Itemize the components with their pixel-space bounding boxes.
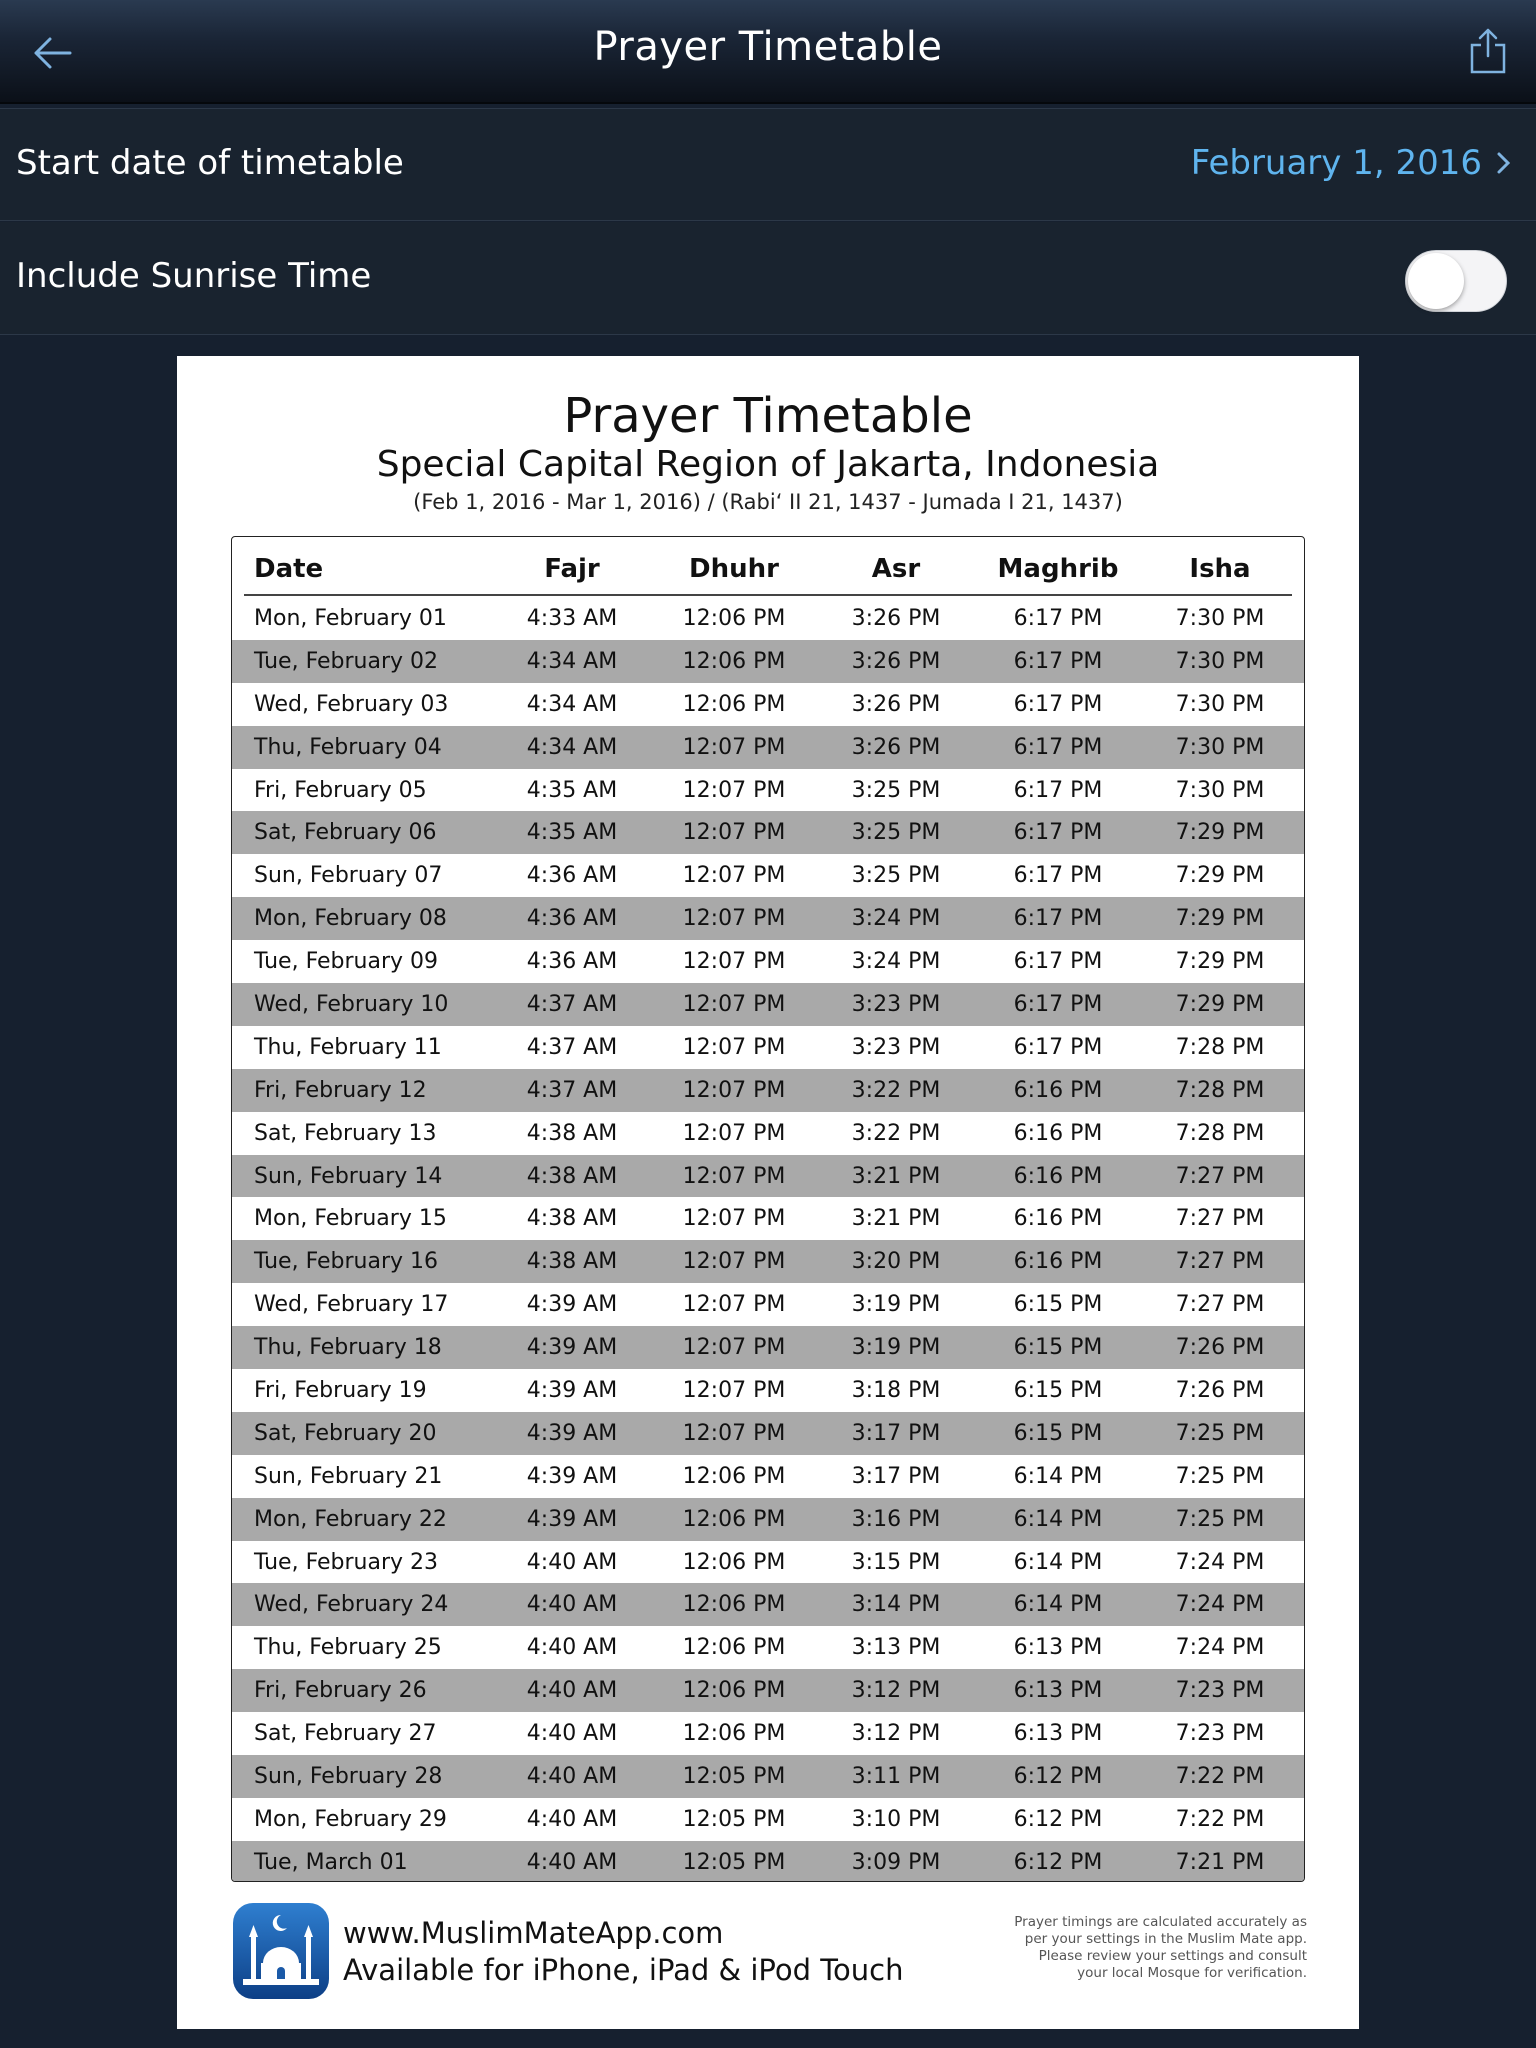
cell-maghrib: 6:15 PM bbox=[1013, 1292, 1103, 1318]
cell-maghrib: 6:17 PM bbox=[1013, 820, 1103, 846]
cell-asr: 3:15 PM bbox=[851, 1549, 941, 1575]
start-date-value[interactable] bbox=[1191, 143, 1512, 183]
cell-maghrib: 6:15 PM bbox=[1013, 1335, 1103, 1361]
cell-date: Sat, February 20 bbox=[254, 1420, 437, 1446]
cell-dhuhr: 12:07 PM bbox=[682, 906, 786, 932]
cell-fajr: 4:40 AM bbox=[526, 1806, 618, 1832]
timetable-sheet bbox=[177, 356, 1359, 2029]
cell-maghrib: 6:15 PM bbox=[1013, 1420, 1103, 1446]
cell-dhuhr: 12:06 PM bbox=[682, 1635, 786, 1661]
cell-isha: 7:21 PM bbox=[1175, 1849, 1265, 1875]
table-row bbox=[232, 1197, 1304, 1240]
cell-maghrib: 6:16 PM bbox=[1013, 1163, 1103, 1189]
cell-asr: 3:18 PM bbox=[851, 1377, 941, 1403]
cell-asr: 3:25 PM bbox=[851, 863, 941, 889]
cell-dhuhr: 12:05 PM bbox=[682, 1763, 786, 1789]
cell-date: Mon, February 08 bbox=[254, 906, 447, 932]
cell-maghrib: 6:14 PM bbox=[1013, 1549, 1103, 1575]
cell-maghrib: 6:12 PM bbox=[1013, 1763, 1103, 1789]
cell-asr: 3:24 PM bbox=[851, 949, 941, 975]
cell-date: Wed, February 10 bbox=[254, 991, 449, 1017]
cell-isha: 7:25 PM bbox=[1175, 1463, 1265, 1489]
cell-asr: 3:11 PM bbox=[851, 1763, 941, 1789]
cell-asr: 3:26 PM bbox=[851, 648, 941, 674]
cell-maghrib: 6:14 PM bbox=[1013, 1463, 1103, 1489]
column-header-asr: Asr bbox=[871, 554, 921, 584]
cell-date: Mon, February 01 bbox=[254, 605, 447, 631]
cell-date: Sat, February 06 bbox=[254, 820, 437, 846]
cell-maghrib: 6:14 PM bbox=[1013, 1506, 1103, 1532]
table-row bbox=[232, 1283, 1304, 1326]
cell-maghrib: 6:13 PM bbox=[1013, 1678, 1103, 1704]
cell-dhuhr: 12:07 PM bbox=[682, 1206, 786, 1232]
cell-maghrib: 6:14 PM bbox=[1013, 1592, 1103, 1618]
column-header-fajr: Fajr bbox=[544, 554, 600, 584]
cell-isha: 7:27 PM bbox=[1175, 1249, 1265, 1275]
table-row bbox=[232, 683, 1304, 726]
cell-maghrib: 6:17 PM bbox=[1013, 949, 1103, 975]
cell-fajr: 4:39 AM bbox=[526, 1292, 618, 1318]
cell-asr: 3:22 PM bbox=[851, 1077, 941, 1103]
cell-asr: 3:26 PM bbox=[851, 734, 941, 760]
cell-date: Tue, March 01 bbox=[254, 1849, 408, 1875]
cell-fajr: 4:35 AM bbox=[526, 820, 618, 846]
cell-dhuhr: 12:06 PM bbox=[682, 1592, 786, 1618]
cell-isha: 7:24 PM bbox=[1175, 1635, 1265, 1661]
cell-dhuhr: 12:07 PM bbox=[682, 1163, 786, 1189]
chevron-right-icon bbox=[1496, 151, 1512, 175]
cell-fajr: 4:36 AM bbox=[526, 949, 618, 975]
cell-maghrib: 6:16 PM bbox=[1013, 1249, 1103, 1275]
header-divider bbox=[244, 594, 1292, 596]
cell-date: Mon, February 22 bbox=[254, 1506, 447, 1532]
cell-maghrib: 6:13 PM bbox=[1013, 1635, 1103, 1661]
timetable-title: Prayer Timetable bbox=[563, 388, 973, 444]
cell-dhuhr: 12:06 PM bbox=[682, 648, 786, 674]
cell-isha: 7:30 PM bbox=[1175, 648, 1265, 674]
timetable-location: Special Capital Region of Jakarta, Indonesia bbox=[376, 444, 1160, 485]
cell-fajr: 4:39 AM bbox=[526, 1377, 618, 1403]
cell-dhuhr: 12:07 PM bbox=[682, 991, 786, 1017]
column-header-date: Date bbox=[254, 554, 324, 584]
cell-isha: 7:28 PM bbox=[1175, 1034, 1265, 1060]
start-date-text: February 1, 2016 bbox=[1190, 143, 1482, 183]
cell-date: Sun, February 14 bbox=[254, 1163, 443, 1189]
column-header-isha: Isha bbox=[1189, 554, 1251, 584]
cell-asr: 3:10 PM bbox=[851, 1806, 941, 1832]
table-row bbox=[232, 1112, 1304, 1155]
cell-dhuhr: 12:07 PM bbox=[682, 1249, 786, 1275]
table-row bbox=[232, 854, 1304, 897]
cell-date: Fri, February 05 bbox=[254, 777, 427, 803]
cell-date: Sat, February 27 bbox=[254, 1721, 437, 1747]
cell-asr: 3:12 PM bbox=[851, 1721, 941, 1747]
cell-dhuhr: 12:07 PM bbox=[682, 1335, 786, 1361]
cell-fajr: 4:38 AM bbox=[526, 1249, 618, 1275]
cell-asr: 3:14 PM bbox=[851, 1592, 941, 1618]
cell-date: Sun, February 28 bbox=[254, 1763, 443, 1789]
start-date-label: Start date of timetable bbox=[16, 143, 404, 183]
cell-date: Fri, February 12 bbox=[254, 1077, 427, 1103]
table-row bbox=[232, 1369, 1304, 1412]
cell-maghrib: 6:12 PM bbox=[1013, 1849, 1103, 1875]
cell-dhuhr: 12:07 PM bbox=[682, 863, 786, 889]
cell-dhuhr: 12:05 PM bbox=[682, 1849, 786, 1875]
table-row bbox=[232, 1669, 1304, 1712]
cell-asr: 3:25 PM bbox=[851, 820, 941, 846]
table-row bbox=[232, 1069, 1304, 1112]
table-header bbox=[232, 537, 1304, 595]
mosque-app-icon bbox=[233, 1903, 329, 1999]
cell-asr: 3:21 PM bbox=[851, 1163, 941, 1189]
table-row bbox=[232, 1798, 1304, 1841]
cell-maghrib: 6:15 PM bbox=[1013, 1377, 1103, 1403]
cell-date: Wed, February 17 bbox=[254, 1292, 449, 1318]
cell-dhuhr: 12:07 PM bbox=[682, 1077, 786, 1103]
table-row bbox=[232, 1455, 1304, 1498]
cell-maghrib: 6:16 PM bbox=[1013, 1206, 1103, 1232]
cell-dhuhr: 12:06 PM bbox=[682, 1506, 786, 1532]
cell-maghrib: 6:17 PM bbox=[1013, 648, 1103, 674]
sunrise-row bbox=[0, 222, 1536, 335]
cell-asr: 3:23 PM bbox=[851, 991, 941, 1017]
cell-dhuhr: 12:07 PM bbox=[682, 1420, 786, 1446]
table-row bbox=[232, 1541, 1304, 1584]
toggle-knob bbox=[1408, 253, 1464, 309]
cell-fajr: 4:38 AM bbox=[526, 1163, 618, 1189]
cell-fajr: 4:38 AM bbox=[526, 1120, 618, 1146]
cell-maghrib: 6:17 PM bbox=[1013, 991, 1103, 1017]
cell-dhuhr: 12:07 PM bbox=[682, 734, 786, 760]
cell-asr: 3:16 PM bbox=[851, 1506, 941, 1532]
cell-isha: 7:29 PM bbox=[1175, 820, 1265, 846]
cell-asr: 3:09 PM bbox=[851, 1849, 941, 1875]
cell-fajr: 4:33 AM bbox=[526, 605, 618, 631]
table-row bbox=[232, 769, 1304, 812]
cell-asr: 3:26 PM bbox=[851, 691, 941, 717]
cell-date: Thu, February 25 bbox=[254, 1635, 442, 1661]
footer-url: www.MuslimMateApp.com bbox=[343, 1916, 724, 1950]
cell-fajr: 4:39 AM bbox=[526, 1506, 618, 1532]
start-date-row[interactable] bbox=[0, 108, 1536, 221]
table-row bbox=[232, 640, 1304, 683]
cell-isha: 7:30 PM bbox=[1175, 691, 1265, 717]
cell-dhuhr: 12:07 PM bbox=[682, 777, 786, 803]
cell-isha: 7:24 PM bbox=[1175, 1592, 1265, 1618]
cell-dhuhr: 12:06 PM bbox=[682, 1721, 786, 1747]
table-row bbox=[232, 940, 1304, 983]
cell-fajr: 4:40 AM bbox=[526, 1549, 618, 1575]
cell-asr: 3:22 PM bbox=[851, 1120, 941, 1146]
cell-asr: 3:21 PM bbox=[851, 1206, 941, 1232]
cell-asr: 3:12 PM bbox=[851, 1678, 941, 1704]
cell-maghrib: 6:12 PM bbox=[1013, 1806, 1103, 1832]
cell-asr: 3:20 PM bbox=[851, 1249, 941, 1275]
cell-maghrib: 6:16 PM bbox=[1013, 1120, 1103, 1146]
cell-asr: 3:19 PM bbox=[851, 1335, 941, 1361]
cell-dhuhr: 12:06 PM bbox=[682, 691, 786, 717]
column-header-maghrib: Maghrib bbox=[997, 554, 1119, 584]
cell-asr: 3:13 PM bbox=[851, 1635, 941, 1661]
cell-dhuhr: 12:07 PM bbox=[682, 1292, 786, 1318]
cell-date: Tue, February 09 bbox=[254, 949, 439, 975]
cell-maghrib: 6:17 PM bbox=[1013, 605, 1103, 631]
column-header-dhuhr: Dhuhr bbox=[689, 554, 779, 584]
cell-asr: 3:19 PM bbox=[851, 1292, 941, 1318]
cell-isha: 7:23 PM bbox=[1175, 1678, 1265, 1704]
table-row bbox=[232, 811, 1304, 854]
cell-date: Mon, February 15 bbox=[254, 1206, 447, 1232]
cell-isha: 7:29 PM bbox=[1175, 906, 1265, 932]
cell-isha: 7:24 PM bbox=[1175, 1549, 1265, 1575]
cell-isha: 7:22 PM bbox=[1175, 1763, 1265, 1789]
cell-isha: 7:28 PM bbox=[1175, 1120, 1265, 1146]
timetable-table bbox=[231, 536, 1305, 1882]
disclaimer-line: your local Mosque for verification. bbox=[1077, 1965, 1307, 1981]
cell-fajr: 4:38 AM bbox=[526, 1206, 618, 1232]
table-row bbox=[232, 1712, 1304, 1755]
cell-dhuhr: 12:07 PM bbox=[682, 1034, 786, 1060]
disclaimer-line: per your settings in the Muslim Mate app. bbox=[1024, 1931, 1307, 1947]
cell-date: Sat, February 13 bbox=[254, 1120, 437, 1146]
cell-isha: 7:25 PM bbox=[1175, 1506, 1265, 1532]
table-row bbox=[232, 1755, 1304, 1798]
cell-fajr: 4:37 AM bbox=[526, 1077, 618, 1103]
cell-asr: 3:17 PM bbox=[851, 1463, 941, 1489]
table-row bbox=[232, 1498, 1304, 1541]
cell-maghrib: 6:17 PM bbox=[1013, 777, 1103, 803]
cell-fajr: 4:40 AM bbox=[526, 1721, 618, 1747]
cell-maghrib: 6:17 PM bbox=[1013, 734, 1103, 760]
cell-fajr: 4:40 AM bbox=[526, 1678, 618, 1704]
cell-fajr: 4:39 AM bbox=[526, 1463, 618, 1489]
table-row bbox=[232, 1326, 1304, 1369]
cell-date: Tue, February 16 bbox=[254, 1249, 439, 1275]
cell-date: Wed, February 03 bbox=[254, 691, 449, 717]
cell-fajr: 4:36 AM bbox=[526, 906, 618, 932]
table-row bbox=[232, 1412, 1304, 1455]
cell-maghrib: 6:16 PM bbox=[1013, 1077, 1103, 1103]
table-row bbox=[232, 1841, 1304, 1882]
cell-dhuhr: 12:07 PM bbox=[682, 820, 786, 846]
table-row bbox=[232, 1626, 1304, 1669]
cell-date: Mon, February 29 bbox=[254, 1806, 447, 1832]
cell-date: Tue, February 02 bbox=[254, 648, 439, 674]
cell-dhuhr: 12:06 PM bbox=[682, 605, 786, 631]
cell-fajr: 4:39 AM bbox=[526, 1420, 618, 1446]
sunrise-label: Include Sunrise Time bbox=[16, 256, 372, 296]
cell-isha: 7:29 PM bbox=[1175, 949, 1265, 975]
cell-dhuhr: 12:07 PM bbox=[682, 1377, 786, 1403]
cell-maghrib: 6:17 PM bbox=[1013, 906, 1103, 932]
cell-isha: 7:30 PM bbox=[1175, 777, 1265, 803]
cell-isha: 7:27 PM bbox=[1175, 1292, 1265, 1318]
cell-dhuhr: 12:06 PM bbox=[682, 1549, 786, 1575]
cell-date: Thu, February 04 bbox=[254, 734, 442, 760]
cell-isha: 7:27 PM bbox=[1175, 1206, 1265, 1232]
cell-fajr: 4:39 AM bbox=[526, 1335, 618, 1361]
cell-isha: 7:22 PM bbox=[1175, 1806, 1265, 1832]
cell-isha: 7:23 PM bbox=[1175, 1721, 1265, 1747]
sunrise-toggle[interactable] bbox=[1405, 250, 1507, 312]
cell-fajr: 4:34 AM bbox=[526, 648, 618, 674]
cell-fajr: 4:36 AM bbox=[526, 863, 618, 889]
cell-dhuhr: 12:06 PM bbox=[682, 1463, 786, 1489]
table-body bbox=[232, 597, 1304, 1882]
footer-disclaimer bbox=[987, 1914, 1307, 1982]
cell-maghrib: 6:17 PM bbox=[1013, 1034, 1103, 1060]
cell-dhuhr: 12:06 PM bbox=[682, 1678, 786, 1704]
cell-date: Thu, February 18 bbox=[254, 1335, 442, 1361]
cell-dhuhr: 12:07 PM bbox=[682, 1120, 786, 1146]
cell-date: Sun, February 07 bbox=[254, 863, 443, 889]
table-row bbox=[232, 1583, 1304, 1626]
table-row bbox=[232, 597, 1304, 640]
cell-isha: 7:28 PM bbox=[1175, 1077, 1265, 1103]
cell-fajr: 4:40 AM bbox=[526, 1763, 618, 1789]
cell-date: Sun, February 21 bbox=[254, 1463, 443, 1489]
cell-fajr: 4:34 AM bbox=[526, 691, 618, 717]
cell-isha: 7:25 PM bbox=[1175, 1420, 1265, 1446]
share-icon[interactable] bbox=[1468, 26, 1508, 76]
cell-dhuhr: 12:07 PM bbox=[682, 949, 786, 975]
cell-fajr: 4:37 AM bbox=[526, 991, 618, 1017]
cell-date: Fri, February 19 bbox=[254, 1377, 427, 1403]
timetable-date-range: (Feb 1, 2016 - Mar 1, 2016) / (Rabiʻ II 21, 1437 - Jumada I 21, 1437) bbox=[413, 490, 1123, 514]
cell-asr: 3:26 PM bbox=[851, 605, 941, 631]
cell-fajr: 4:40 AM bbox=[526, 1849, 618, 1875]
cell-date: Wed, February 24 bbox=[254, 1592, 449, 1618]
cell-maghrib: 6:17 PM bbox=[1013, 691, 1103, 717]
cell-date: Thu, February 11 bbox=[254, 1034, 442, 1060]
navigation-bar bbox=[0, 0, 1536, 104]
table-row bbox=[232, 726, 1304, 769]
cell-date: Fri, February 26 bbox=[254, 1678, 427, 1704]
cell-date: Tue, February 23 bbox=[254, 1549, 439, 1575]
table-row bbox=[232, 1026, 1304, 1069]
cell-asr: 3:24 PM bbox=[851, 906, 941, 932]
table-row bbox=[232, 1240, 1304, 1283]
cell-fajr: 4:40 AM bbox=[526, 1592, 618, 1618]
cell-isha: 7:27 PM bbox=[1175, 1163, 1265, 1189]
table-row bbox=[232, 983, 1304, 1026]
cell-isha: 7:29 PM bbox=[1175, 991, 1265, 1017]
cell-fajr: 4:34 AM bbox=[526, 734, 618, 760]
page-title: Prayer Timetable bbox=[593, 24, 943, 70]
cell-isha: 7:30 PM bbox=[1175, 605, 1265, 631]
cell-isha: 7:26 PM bbox=[1175, 1377, 1265, 1403]
table-row bbox=[232, 1155, 1304, 1198]
cell-asr: 3:23 PM bbox=[851, 1034, 941, 1060]
cell-asr: 3:25 PM bbox=[851, 777, 941, 803]
table-row bbox=[232, 897, 1304, 940]
cell-dhuhr: 12:05 PM bbox=[682, 1806, 786, 1832]
disclaimer-line: Prayer timings are calculated accurately as bbox=[1014, 1914, 1307, 1930]
cell-maghrib: 6:13 PM bbox=[1013, 1721, 1103, 1747]
cell-isha: 7:26 PM bbox=[1175, 1335, 1265, 1361]
cell-maghrib: 6:17 PM bbox=[1013, 863, 1103, 889]
cell-fajr: 4:35 AM bbox=[526, 777, 618, 803]
cell-isha: 7:29 PM bbox=[1175, 863, 1265, 889]
cell-isha: 7:30 PM bbox=[1175, 734, 1265, 760]
cell-asr: 3:17 PM bbox=[851, 1420, 941, 1446]
disclaimer-line: Please review your settings and consult bbox=[1038, 1948, 1307, 1964]
footer-availability: Available for iPhone, iPad & iPod Touch bbox=[343, 1953, 904, 1987]
cell-fajr: 4:40 AM bbox=[526, 1635, 618, 1661]
cell-fajr: 4:37 AM bbox=[526, 1034, 618, 1060]
